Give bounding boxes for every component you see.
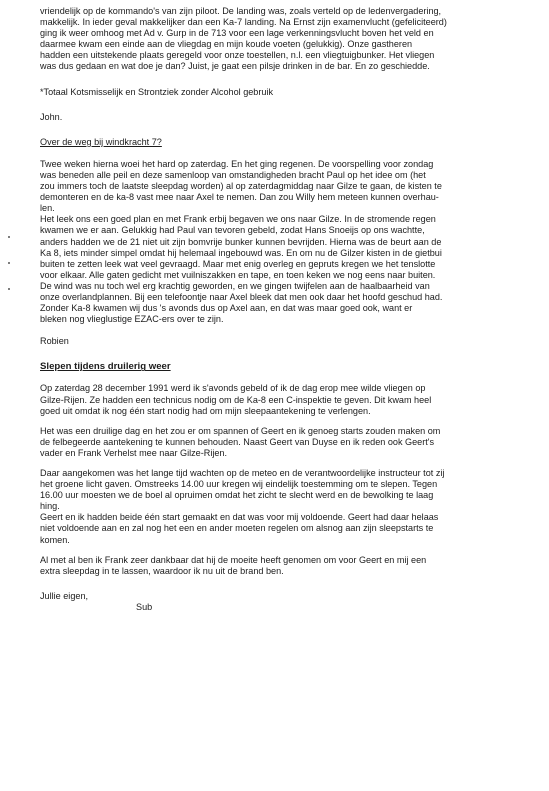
margin-mark <box>8 236 10 238</box>
footnote: *Totaal Kotsmisselijk en Strontziek zonder Alcohol gebruik <box>40 86 274 97</box>
paragraph: Op zaterdag 28 december 1991 werd ik s'avonds gebeld of ik de dag erop mee wilde vliegen op Gilze-Rijen. Ze hadden een technicus nodig om de Ka-8 een C-inspektie te geven. Dit kwam heel goed uit omdat ik nog één start nodig had om mijn sleepaantekening te verlengen. <box>40 383 432 416</box>
paragraph: Het was een druilige dag en het zou er om spannen of Geert en ik genoeg starts zouden maken om de felbegeerde aantekening te kunnen behouden. Naast Geert van Duyse en ik reden ook Geert's vader en Frank Verhelst mee naar Gilze-Rijen. <box>40 425 441 458</box>
paragraph: Geert en ik hadden beide één start gemaakt en dat was voor mij voldoende. Geert had daar helaas niet voldoende aan en zal nog het een en ander moeten regelen om alsnog aan zijn sleepstarts te komen. <box>40 512 439 545</box>
section-heading-windkracht: Over de weg bij windkracht 7? <box>40 136 162 147</box>
intro-paragraph: vriendelijk op de kommando's van zijn piloot. De landing was, zoals verteld op de ledenvergadering, makkelijk. In ieder geval makkelijker dan een Ka-7 landing. Na Ernst zijn examenvlucht (gefeliciteerd) ging ik weer omhoog met Ad v. Gurp in de 713 voor een lage verkenningsvlucht boven het veld en daarmee kwam een einde aan de vliegdag en mijn koude voeten (gelukkig). Onze gastheren hadden een uitstekende plaats geregeld voor onze toestellen, n.l. een vliegtuigbunker. Het vliegen was dus gedaan en wat doe je dan? Juist, je gaat een pilsje drinken in de bar. En zo geschiedde. <box>40 6 447 72</box>
paragraph: Al met al ben ik Frank zeer dankbaar dat hij de moeite heeft genomen om voor Geert en mij een extra sleepdag in te lassen, waardoor ik nu uit de brand ben. <box>40 554 427 576</box>
closing: Jullie eigen, <box>40 590 89 601</box>
paragraph: Daar aangekomen was het lange tijd wachten op de meteo en de verantwoordelijke instructeur tot zij het groene licht gaven. Omstreeks 14.00 uur kregen wij eindelijk toestemming om te slepen. Tegen 16.00 uur moesten we de boel al opruimen omdat het zicht te slecht werd en de bewolking te laag hing. <box>40 468 445 512</box>
margin-mark <box>8 288 10 290</box>
section-heading-slepen: Slepen tijdens druilerig weer <box>40 361 171 373</box>
signature-sub: Sub <box>136 601 153 612</box>
paragraph: Het leek ons een goed plan en met Frank erbij begaven we ons naar Gilze. In de stromende regen kwamen we er aan. Gelukkig had Paul van tevoren gebeld, zodat Hans Snoeijs op ons wachtte, anders hadden we de 21 niet uit zijn bomvrije bunker kunnen bevrijden. Hierna was de beurt aan de Ka 8, iets minder simpel omdat hij helemaal ingebouwd was. En om nu de Gilzer kisten in de gietbui buiten te zetten leek wat veel gevraagd. Maar met enig overleg en gepruts kregen we het tenslotte voor elkaar. Alle gaten gedicht met vuilniszakken en tape, en toen keken we nog eens naar buiten. De wind was nu toch wel erg krachtig geworden, en we gingen twijfelen aan de haalbaarheid van onze overlandplannen. Bij een telefoontje naar Axel bleek dat men ook daar het hoofd geschud had. Zonder Ka-8 kwamen wij dus 's avonds dus op Axel aan, en dat was maar goed ook, want er bleken nog vlieglustige EZAC-ers over te zijn. <box>40 214 443 325</box>
signature-john: John. <box>40 111 63 122</box>
signature-robien: Robien <box>40 336 69 347</box>
margin-mark <box>8 262 10 264</box>
paragraph: Twee weken hierna woei het hard op zaterdag. En het ging regenen. De voorspelling voor zondag was beneden alle peil en deze samenloop van omstandigheden bracht Paul op het idee om (het zou immers toch de laatste sleepdag worden) al op zaterdagmiddag naar Gilze te gaan, de kisten te demonteren en de ka-8 vast mee naar Axel te nemen. Dan zou Willy hem meteen kunnen overhau- len. <box>40 158 442 214</box>
